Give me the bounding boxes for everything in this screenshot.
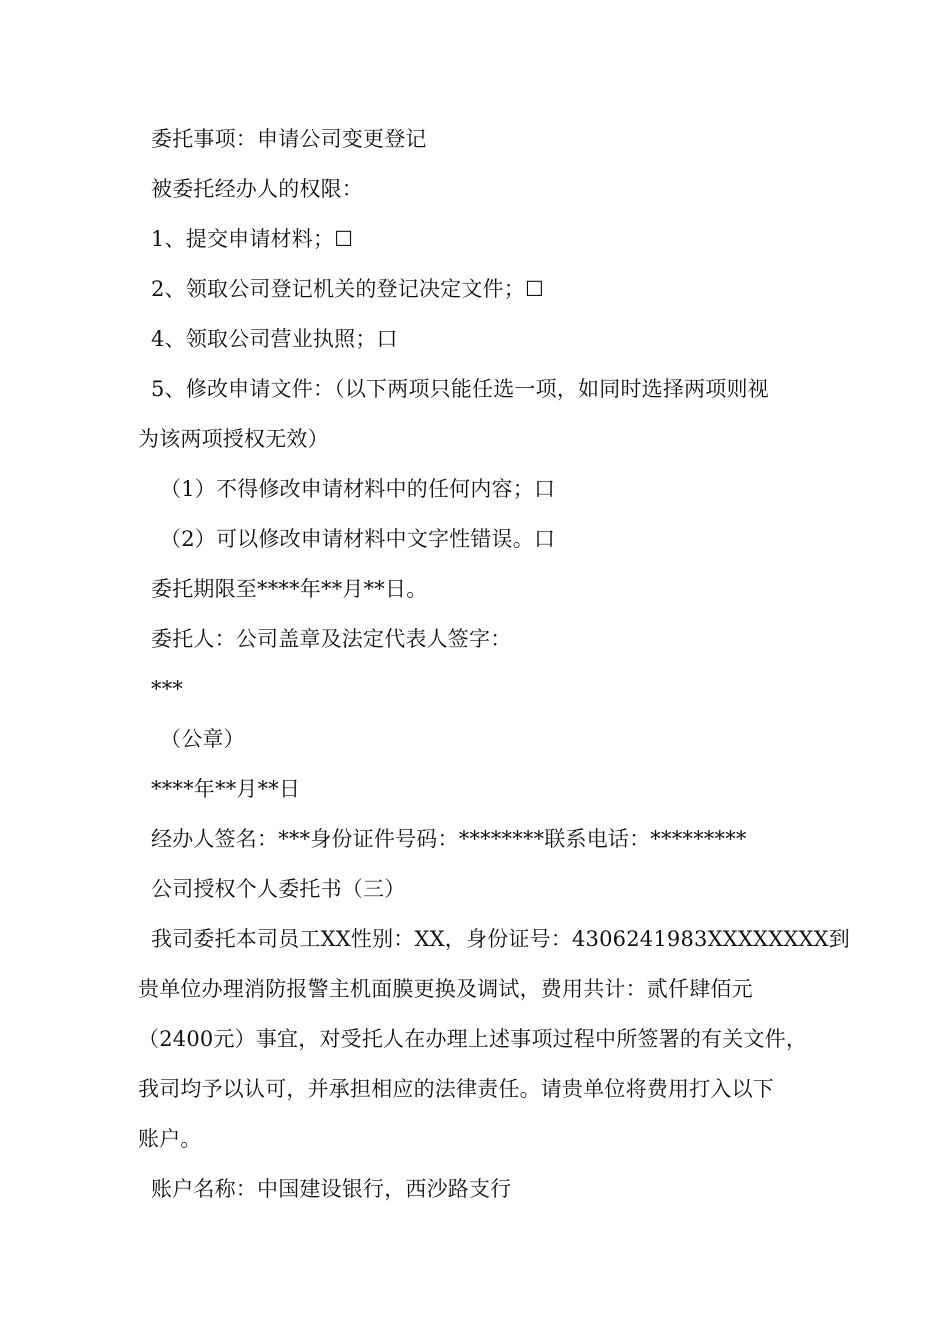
entrust-period-line: 委托期限至****年**月**日。 (151, 577, 428, 601)
signature-date-line: ****年**月**日 (151, 777, 301, 801)
authorization-paragraph-line-1: 我司委托本司员工XX性别：XX，身份证号：4306241983XXXXXXXX到 (151, 927, 851, 951)
authorization-paragraph-line-5: 账户。 (138, 1127, 202, 1151)
agent-authority-heading: 被委托经办人的权限： (151, 177, 363, 201)
authorization-paragraph-line-2: 贵单位办理消防报警主机面膜更换及调试，费用共计：贰仟肆佰元 (138, 977, 753, 1001)
agent-info-line: 经办人签名：***身份证件号码：********联系电话：********* (151, 827, 747, 851)
option-2-line: （2）可以修改申请材料中文字性错误。口 (160, 527, 556, 551)
account-name-line: 账户名称：中国建设银行，西沙路支行 (151, 1177, 512, 1201)
entrust-matter-line: 委托事项：申请公司变更登记 (151, 127, 427, 151)
authority-item-4: 4、领取公司营业执照；口 (151, 327, 398, 351)
principal-signature-line: 委托人：公司盖章及法定代表人签字： (151, 627, 512, 651)
authority-item-1: 1、提交申请材料；☐ (151, 227, 354, 251)
section-title: 公司授权个人委托书（三） (151, 877, 406, 901)
authority-item-5: 5、修改申请文件：（以下两项只能任选一项，如同时选择两项则视 (151, 377, 769, 401)
option-1-line: （1）不得修改申请材料中的任何内容；口 (160, 477, 556, 501)
authorization-paragraph-line-3: （2400元）事宜，对受托人在办理上述事项过程中所签署的有关文件， (138, 1027, 808, 1051)
signature-placeholder: *** (151, 677, 184, 701)
company-seal-label: （公章） (160, 727, 245, 751)
authorization-paragraph-line-4: 我司均予以认可，并承担相应的法律责任。请贵单位将费用打入以下 (138, 1077, 774, 1101)
authority-item-2: 2、领取公司登记机关的登记决定文件；☐ (151, 277, 544, 301)
authority-item-5-continued: 为该两项授权无效） (138, 427, 329, 451)
